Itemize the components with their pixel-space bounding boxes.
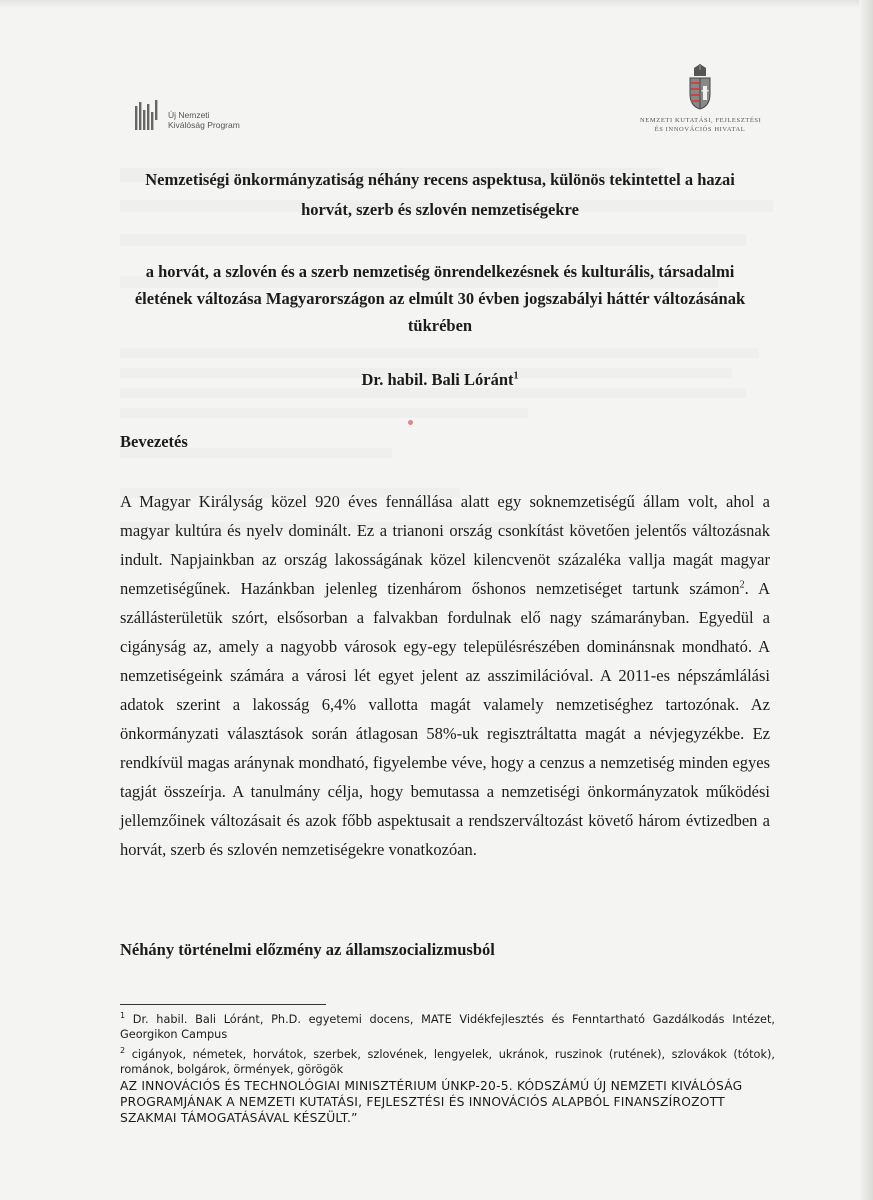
intro-paragraph — [120, 487, 770, 864]
nkfih-logo — [640, 64, 760, 144]
title-line-2: horvát, szerb és szlovén nemzetiségekre — [301, 200, 579, 219]
subtitle-line-3: tükrében — [407, 316, 473, 335]
intro-text-part-2: . A szállásterületük szórt, elsősorban a falvakban fordulnak elő nagy számarányban. Egyedül a cigányság az, amely a nagyobb városok egy-egy településrészében dominánsnak mondható. A nemzetiségeink számára a városi lét egyet jelent az asszimilációval. A 2011-es népszámlálási adatok szerint a lakosság 6,4% vallotta magát valamely nemzetiséghez tartozónak. Az önkormányzati választások során átlagosan 58%-uk regisztráltatta magát a névjegyzékbe. Ez rendkívül magas aránynak mondható, figyelembe véve, hogy a cenzus a nemzetiség minden egyes tagját összeírja. A tanulmány célja, hogy bemutassa a nemzetiségi önkormányzatok működési jellemzőinek változásait és azok főbb aspektusait a rendszerváltozást követő három évtizedben a horvát, szerb és szlovén nemzetiségekre vonatkozóan. — [120, 579, 770, 859]
author-name: Dr. habil. Bali Lóránt — [361, 370, 514, 389]
page-shadow-top — [0, 0, 873, 8]
footnote-2-mark: 2 — [120, 1045, 126, 1055]
hungarian-crest-icon — [686, 64, 714, 110]
unkp-mark-icon — [134, 100, 160, 132]
intro-text-part-1: A Magyar Királyság közel 920 éves fennállása alatt egy soknemzetiségű állam volt, ahol a magyar kultúra és nyelv dominált. Ez a trianoni ország csonkítást követően jelentős változásnak indult. Napjainkban az ország lakosságának közel kilencvenöt százaléka vallja magát magyar nemzetiségűnek. Hazánkban jelenleg tizenhárom őshonos nemzetiséget tartunk számon — [120, 492, 770, 598]
footnote-1 — [120, 1008, 775, 1043]
footnotes — [120, 1008, 775, 1126]
document-subtitle — [80, 258, 800, 339]
intro-footnote-mark: 2 — [739, 579, 745, 591]
unkp-text-line-1: Új Nemzeti — [168, 110, 210, 120]
nkfih-text-line-2: ÉS INNOVÁCIÓS HIVATAL — [654, 126, 746, 133]
funding-statement: AZ INNOVÁCIÓS ÉS TECHNOLÓGIAI MINISZTÉRIUM ÚNKP-20-5. KÓDSZÁMÚ ÚJ NEMZETI KIVÁLÓSÁG PROGRAMJÁNAK A NEMZETI KUTATÁSI, FEJLESZTÉSI ÉS INNOVÁCIÓS ALAPBÓL FINANSZÍROZOTT SZAKMAI TÁMOGATÁSÁVAL KÉSZÜLT.” — [120, 1078, 743, 1125]
footnote-divider — [120, 1004, 326, 1005]
nkfih-text-line-1: NEMZETI KUTATÁSI, FEJLESZTÉSI — [640, 117, 762, 124]
unkp-logo-text — [168, 110, 240, 130]
nkfih-logo-text — [640, 116, 760, 134]
title-line-1: Nemzetiségi önkormányzatiság néhány recens aspektusa, különös tekintettel a hazai — [145, 170, 735, 189]
author-line — [80, 370, 800, 390]
subtitle-line-2: életének változása Magyarországon az elmúlt 30 évben jogszabályi háttér változásának — [134, 289, 746, 308]
subtitle-line-1: a horvát, a szlovén és a szerb nemzetiség önrendelkezésnek és kulturális, társadalmi — [145, 262, 735, 281]
unkp-text-line-2: Kiválóság Program — [168, 120, 240, 130]
page-shadow-right — [859, 0, 873, 1200]
section-heading-history: Néhány történelmi előzmény az államszocializmusból — [120, 940, 495, 959]
document-title — [80, 165, 800, 225]
footnote-2 — [120, 1043, 775, 1078]
footnote-1-text: Dr. habil. Bali Lóránt, Ph.D. egyetemi docens, MATE Vidékfejlesztés és Fenntartható Gazdálkodás Intézet, Georgikon Campus — [120, 1012, 775, 1042]
unkp-logo — [134, 100, 264, 136]
section-heading-intro: Bevezetés — [120, 432, 188, 451]
footnote-1-mark: 1 — [120, 1011, 126, 1020]
footnote-2-text: cigányok, németek, horvátok, szerbek, szlovének, lengyelek, ukránok, ruszinok (rutének), szlovákok (tótok), románok, bolgárok, örmények, görögök — [120, 1047, 775, 1077]
stray-mark — [408, 420, 413, 425]
author-footnote-mark: 1 — [513, 370, 519, 382]
